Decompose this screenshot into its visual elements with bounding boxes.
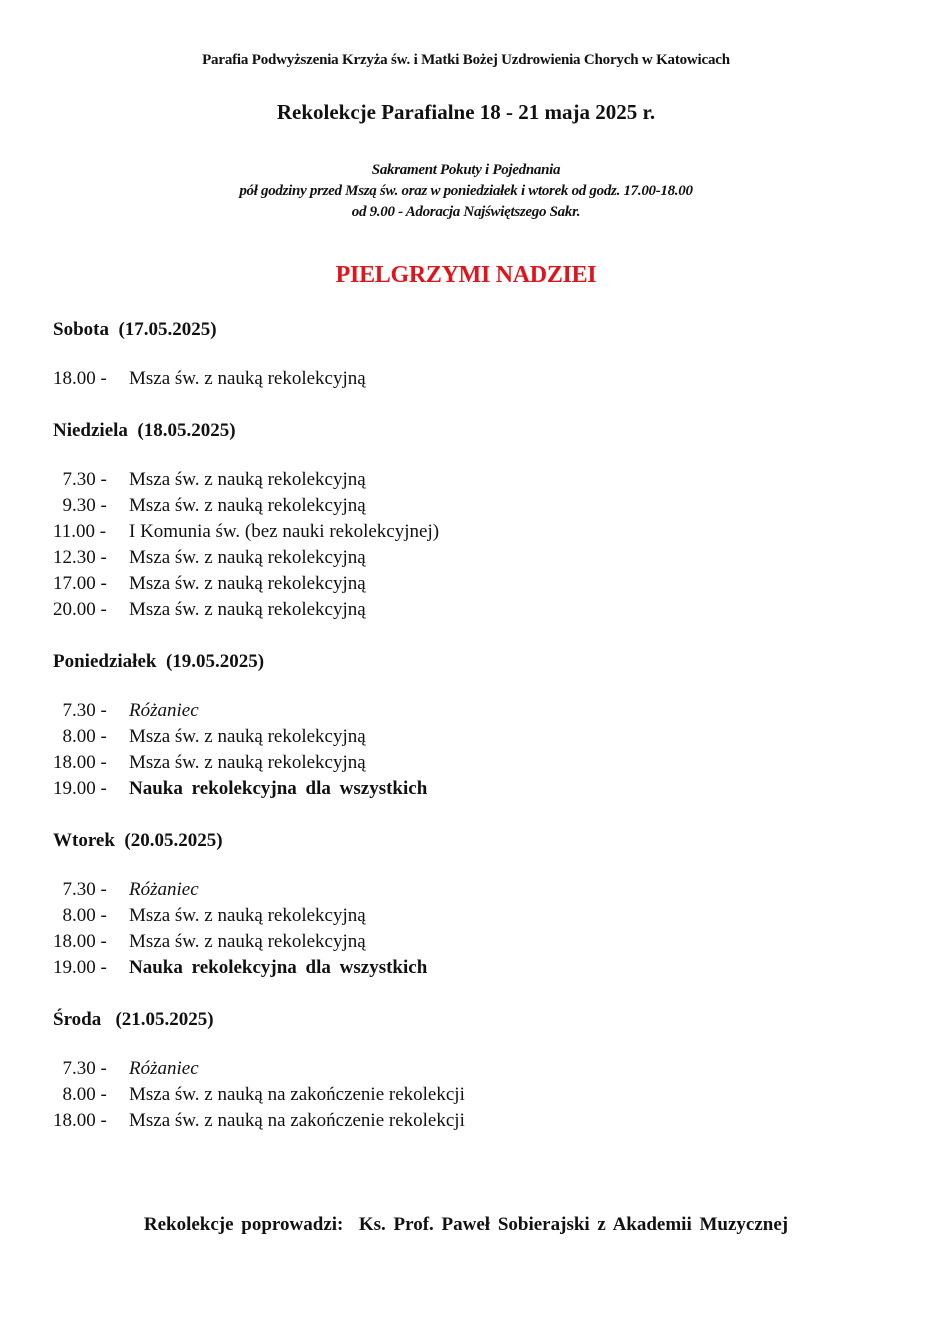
entry-description: Msza św. z nauką rekolekcyjną — [129, 931, 366, 952]
schedule-entry — [53, 467, 873, 493]
entry-description: Msza św. z nauką rekolekcyjną — [129, 599, 366, 620]
entry-time: 12.30 - — [53, 547, 107, 568]
entry-time: 19.00 - — [53, 778, 107, 799]
entry-description: Msza św. z nauką na zakończenie rekolekcji — [129, 1110, 465, 1131]
entry-time: 20.00 - — [53, 599, 107, 620]
schedule — [53, 315, 873, 1158]
entry-time: 8.00 - — [53, 1084, 107, 1105]
day-heading: Poniedziałek (19.05.2025) — [53, 651, 265, 672]
day-heading: Środa (21.05.2025) — [53, 1009, 214, 1030]
entry-time: 8.00 - — [53, 726, 107, 747]
schedule-entry — [53, 877, 873, 903]
confession-line: od 9.00 - Adoracja Najświętszego Sakr. — [351, 204, 581, 220]
schedule-entry — [53, 955, 873, 981]
schedule-entry — [53, 903, 873, 929]
entry-time: 17.00 - — [53, 573, 107, 594]
entry-time: 18.00 - — [53, 752, 107, 773]
entry-time: 7.30 - — [53, 700, 107, 721]
entry-time: 7.30 - — [53, 1058, 107, 1079]
day-section — [53, 1005, 873, 1134]
schedule-entry — [53, 545, 873, 571]
day-section — [53, 647, 873, 802]
day-section — [53, 315, 873, 392]
entry-description: Różaniec — [129, 1058, 199, 1079]
entry-description: Różaniec — [129, 879, 199, 900]
day-heading: Wtorek (20.05.2025) — [53, 830, 223, 851]
entry-description: Msza św. z nauką rekolekcyjną — [129, 905, 366, 926]
entry-time: 18.00 - — [53, 931, 107, 952]
entry-time: 11.00 - — [53, 521, 107, 542]
entry-time: 7.30 - — [53, 469, 107, 490]
entry-time: 18.00 - — [53, 368, 107, 389]
entry-time: 9.30 - — [53, 495, 107, 516]
day-heading: Niedziela (18.05.2025) — [53, 420, 236, 441]
schedule-entry — [53, 366, 873, 392]
schedule-entry — [53, 571, 873, 597]
entry-description: Msza św. z nauką rekolekcyjną — [129, 573, 366, 594]
retreat-title: Rekolekcje Parafialne 18 - 21 maja 2025 r. — [276, 100, 656, 124]
entry-time: 19.00 - — [53, 957, 107, 978]
schedule-entry — [53, 1082, 873, 1108]
entry-description: I Komunia św. (bez nauki rekolekcyjnej) — [129, 521, 440, 542]
schedule-entry — [53, 519, 873, 545]
confession-line: Sakrament Pokuty i Pojednania — [371, 162, 561, 178]
entry-description: Msza św. z nauką rekolekcyjną — [129, 368, 366, 389]
entry-time: 8.00 - — [53, 905, 107, 926]
schedule-entry — [53, 929, 873, 955]
day-heading: Sobota (17.05.2025) — [53, 319, 217, 340]
entry-description: Msza św. z nauką rekolekcyjną — [129, 726, 366, 747]
entry-description: Msza św. z nauką na zakończenie rekolekcji — [129, 1084, 465, 1105]
retreat-leader-footer: Rekolekcje poprowadzi: Ks. Prof. Paweł Sobierajski z Akademii Muzycznej — [143, 1214, 789, 1235]
confession-info — [0, 160, 932, 223]
entry-description: Msza św. z nauką rekolekcyjną — [129, 547, 366, 568]
schedule-entry — [53, 1108, 873, 1134]
entry-description: Msza św. z nauką rekolekcyjną — [129, 469, 366, 490]
schedule-entry — [53, 493, 873, 519]
schedule-entry — [53, 776, 873, 802]
entry-description: Msza św. z nauką rekolekcyjną — [129, 752, 366, 773]
entry-time: 7.30 - — [53, 879, 107, 900]
day-section — [53, 416, 873, 623]
schedule-entry — [53, 1056, 873, 1082]
entry-time: 18.00 - — [53, 1110, 107, 1131]
day-section — [53, 826, 873, 981]
schedule-entry — [53, 698, 873, 724]
entry-description: Różaniec — [129, 700, 199, 721]
entry-description: Msza św. z nauką rekolekcyjną — [129, 495, 366, 516]
parish-name: Parafia Podwyższenia Krzyża św. i Matki Bożej Uzdrowienia Chorych w Katowicach — [202, 52, 730, 68]
motto-heading: PIELGRZYMI NADZIEI — [335, 262, 597, 288]
confession-line: pół godziny przed Mszą św. oraz w poniedziałek i wtorek od godz. 17.00-18.00 — [239, 183, 693, 199]
entry-description: Nauka rekolekcyjna dla wszystkich — [129, 957, 428, 978]
entry-description: Nauka rekolekcyjna dla wszystkich — [129, 778, 428, 799]
schedule-entry — [53, 597, 873, 623]
schedule-entry — [53, 724, 873, 750]
schedule-entry — [53, 750, 873, 776]
